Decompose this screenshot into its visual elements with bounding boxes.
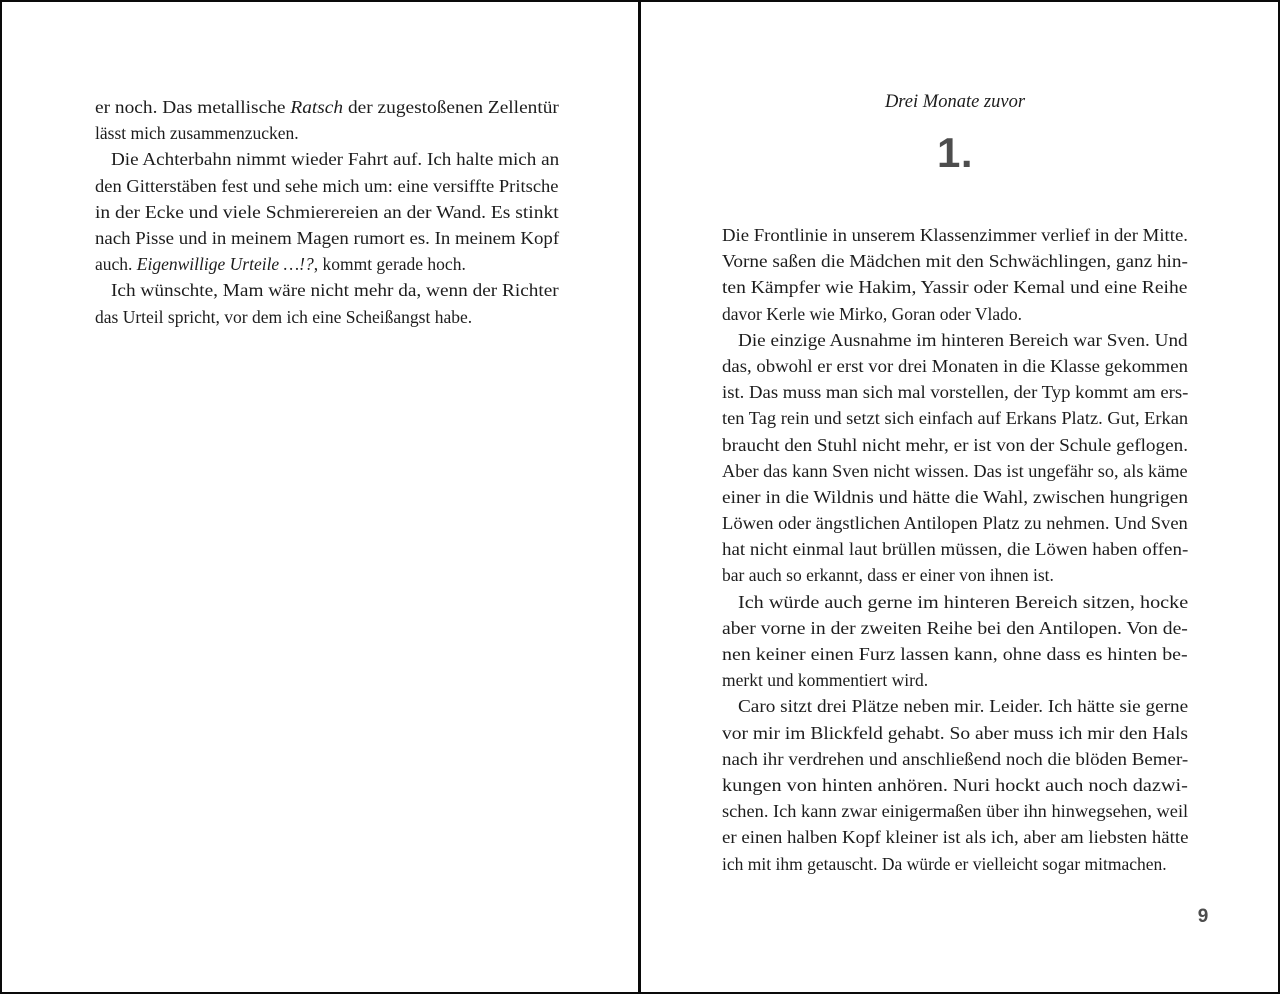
left-page-text	[95, 94, 559, 330]
text-line: davor Kerle wie Mirko, Goran oder Vlado.	[722, 303, 1023, 324]
text-line: merkt und kommentiert wird.	[722, 670, 929, 691]
text-line: Ich wünschte, Mam wäre nicht mehr da, wenn der Richter	[111, 280, 559, 301]
text-line: braucht den Stuhl nicht mehr, er ist von der Schule geflogen.	[722, 434, 1189, 455]
text-line: nen keiner einen Furz lassen kann, ohne dass es hinten be-	[722, 644, 1188, 664]
text-line: er noch. Das metallische Ratsch der zugestoßenen Zellentür	[95, 97, 559, 117]
text-line: das Urteil spricht, vor dem ich eine Scheißangst habe.	[95, 306, 473, 327]
chapter-kicker: Drei Monate zuvor	[884, 92, 1026, 112]
chapter-number: 1.	[936, 129, 974, 176]
text-line: Löwen oder ängstlichen Antilopen Platz zu nehmen. Und Sven	[722, 513, 1188, 534]
text-line: Die Achterbahn nimmt wieder Fahrt auf. Ich halte mich an	[111, 149, 560, 170]
text-line: ten Kämpfer wie Hakim, Yassir oder Kemal und eine Reihe	[722, 277, 1188, 298]
text-line: aber vorne in der zweiten Reihe bei den Antilopen. Von de-	[722, 617, 1188, 638]
text-line: ich mit ihm getauscht. Da würde er vielleicht sogar mitmachen.	[722, 853, 1167, 874]
text-line: den Gitterstäben fest und sehe mich um: eine versiffte Pritsche	[95, 175, 559, 196]
text-line: vor mir im Blickfeld gehabt. So aber muss ich mir den Hals	[722, 722, 1188, 743]
text-line: nach ihr verdrehen und anschließend noch die blöden Bemer-	[722, 748, 1189, 769]
text-line: Die Frontlinie in unserem Klassenzimmer verlief in der Mitte.	[722, 225, 1188, 245]
text-line: Die einzige Ausnahme im hinteren Bereich war Sven. Und	[738, 329, 1188, 350]
page-divider	[638, 0, 641, 994]
text-line: bar auch so erkannt, dass er einer von ihnen ist.	[722, 565, 1054, 586]
text-line: Vorne saßen die Mädchen mit den Schwächlingen, ganz hin-	[722, 251, 1188, 272]
text-line: er einen halben Kopf kleiner ist als ich, aber am liebsten hätte	[722, 827, 1189, 848]
text-line: kungen von hinten anhören. Nuri hockt auch noch dazwi-	[722, 774, 1188, 795]
text-line: nach Pisse und in meinem Magen rumort es. In meinem Kopf	[95, 227, 560, 248]
text-line: Caro sitzt drei Plätze neben mir. Leider. Ich hätte sie gerne	[738, 696, 1189, 717]
text-line: ten Tag rein und setzt sich einfach auf Erkans Platz. Gut, Erkan	[722, 408, 1189, 429]
text-line: schen. Ich kann zwar einigermaßen über ihn hinwegsehen, weil	[722, 801, 1189, 822]
text-line: ist. Das muss man sich mal vorstellen, der Typ kommt am ers-	[722, 382, 1189, 403]
text-line: hat nicht einmal laut brüllen müssen, die Löwen haben offen-	[722, 539, 1189, 560]
text-line: einer in die Wildnis und hätte die Wahl, zwischen hungrigen	[722, 486, 1188, 507]
right-page-text	[722, 222, 1188, 877]
text-line: das, obwohl er erst vor drei Monaten in die Klasse gekommen	[722, 355, 1188, 376]
text-line: Aber das kann Sven nicht wissen. Das ist ungefähr so, als käme	[722, 460, 1188, 481]
text-line: in der Ecke und viele Schmierereien an der Wand. Es stinkt	[95, 201, 559, 222]
page-number: 9	[1197, 906, 1209, 927]
text-line: auch. Eigenwillige Urteile …!?, kommt gerade hoch.	[95, 254, 466, 275]
text-line: Ich würde auch gerne im hinteren Bereich sitzen, hocke	[738, 591, 1189, 612]
text-line: lässt mich zusammenzucken.	[95, 123, 299, 144]
